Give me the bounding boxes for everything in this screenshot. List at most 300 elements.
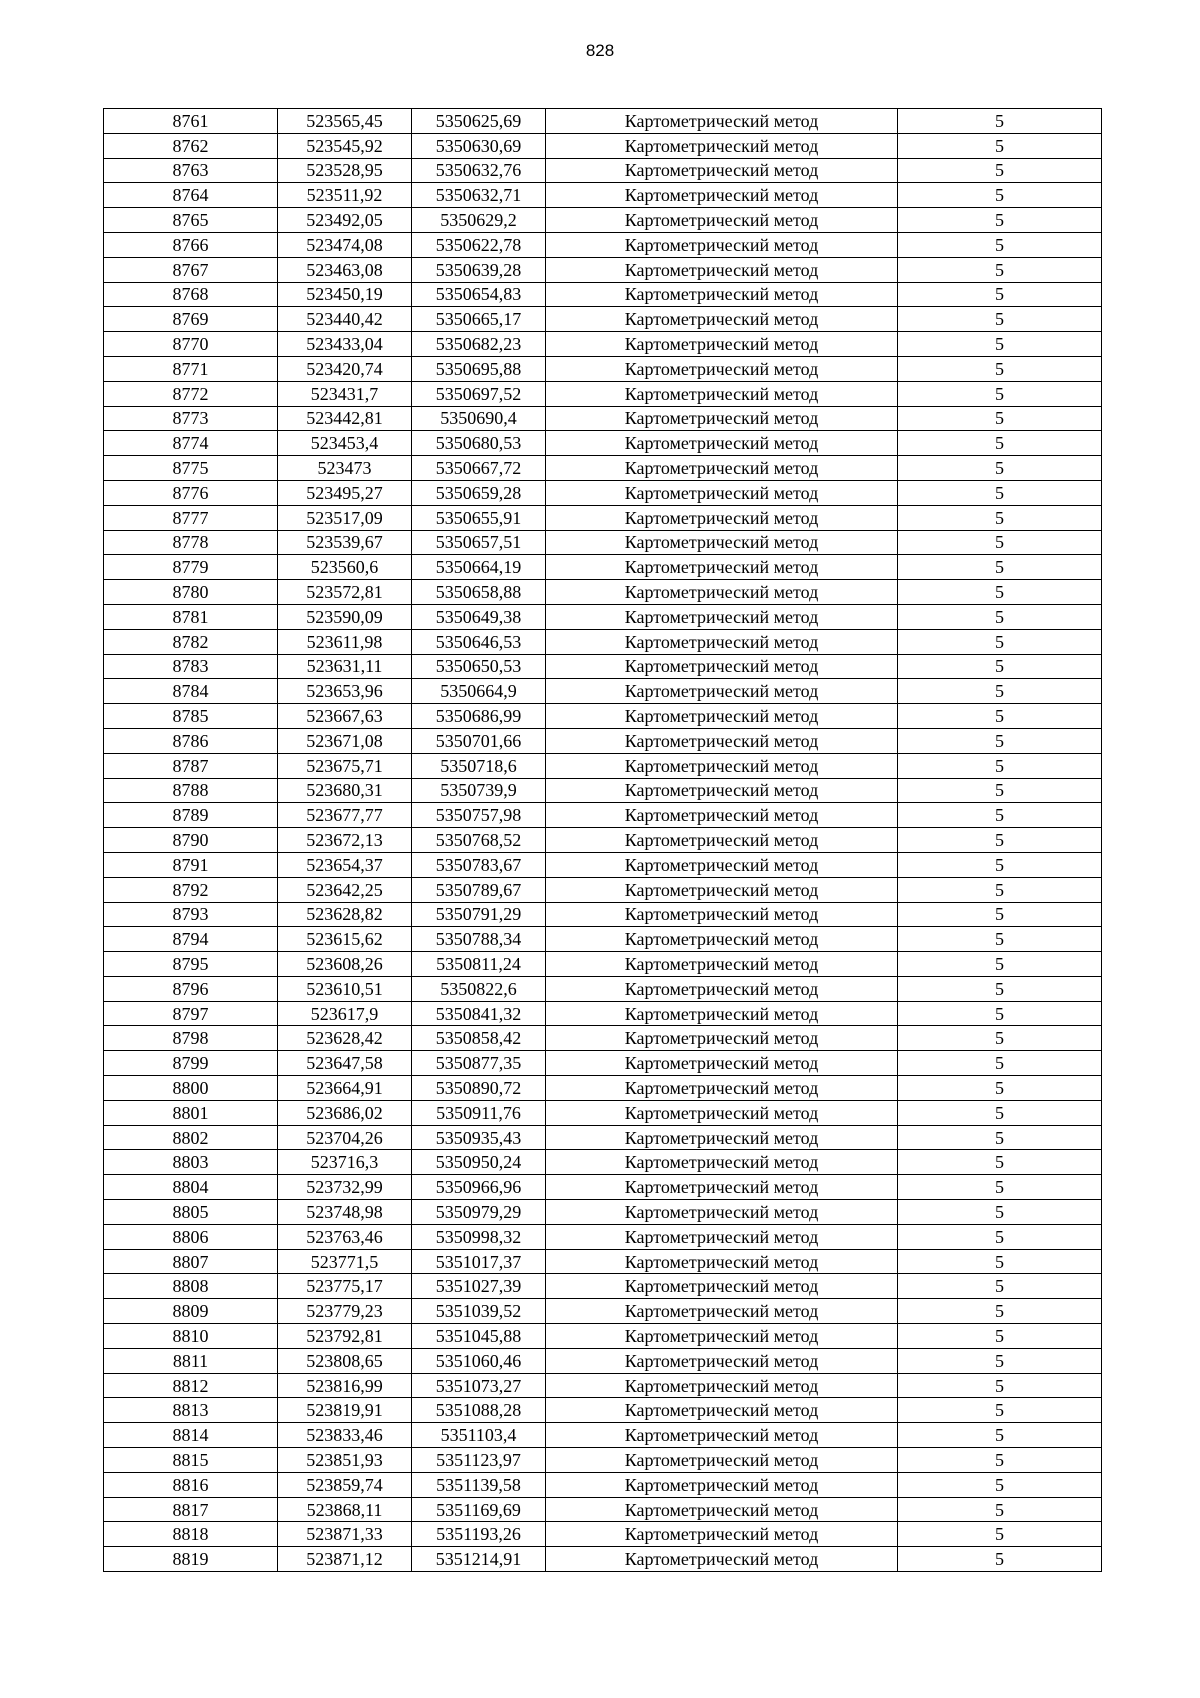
point-number-cell: 8818	[104, 1522, 278, 1547]
accuracy-cell: 5	[898, 456, 1102, 481]
point-number-cell: 8787	[104, 753, 278, 778]
method-cell: Картометрический метод	[546, 356, 898, 381]
y-coordinate-cell: 5350701,66	[412, 728, 546, 753]
point-number-cell: 8795	[104, 952, 278, 977]
x-coordinate-cell: 523572,81	[278, 580, 412, 605]
method-cell: Картометрический метод	[546, 431, 898, 456]
y-coordinate-cell: 5350639,28	[412, 257, 546, 282]
method-cell: Картометрический метод	[546, 629, 898, 654]
table-row	[104, 208, 1102, 233]
point-number-cell: 8770	[104, 332, 278, 357]
x-coordinate-cell: 523851,93	[278, 1448, 412, 1473]
x-coordinate-cell: 523463,08	[278, 257, 412, 282]
x-coordinate-cell: 523511,92	[278, 183, 412, 208]
point-number-cell: 8819	[104, 1547, 278, 1572]
point-number-cell: 8780	[104, 580, 278, 605]
y-coordinate-cell: 5350665,17	[412, 307, 546, 332]
x-coordinate-cell: 523545,92	[278, 133, 412, 158]
x-coordinate-cell: 523775,17	[278, 1274, 412, 1299]
x-coordinate-cell: 523590,09	[278, 604, 412, 629]
y-coordinate-cell: 5351214,91	[412, 1547, 546, 1572]
accuracy-cell: 5	[898, 753, 1102, 778]
x-coordinate-cell: 523642,25	[278, 877, 412, 902]
y-coordinate-cell: 5350664,19	[412, 555, 546, 580]
method-cell: Картометрический метод	[546, 1522, 898, 1547]
y-coordinate-cell: 5350739,9	[412, 778, 546, 803]
table-row	[104, 1076, 1102, 1101]
accuracy-cell: 5	[898, 1274, 1102, 1299]
method-cell: Картометрический метод	[546, 1125, 898, 1150]
accuracy-cell: 5	[898, 356, 1102, 381]
point-number-cell: 8786	[104, 728, 278, 753]
point-number-cell: 8794	[104, 927, 278, 952]
accuracy-cell: 5	[898, 1224, 1102, 1249]
x-coordinate-cell: 523771,5	[278, 1249, 412, 1274]
point-number-cell: 8775	[104, 456, 278, 481]
y-coordinate-cell: 5350686,99	[412, 704, 546, 729]
x-coordinate-cell: 523677,77	[278, 803, 412, 828]
y-coordinate-cell: 5350858,42	[412, 1026, 546, 1051]
method-cell: Картометрический метод	[546, 753, 898, 778]
x-coordinate-cell: 523748,98	[278, 1200, 412, 1225]
table-row	[104, 1125, 1102, 1150]
y-coordinate-cell: 5351169,69	[412, 1497, 546, 1522]
x-coordinate-cell: 523440,42	[278, 307, 412, 332]
point-number-cell: 8809	[104, 1299, 278, 1324]
accuracy-cell: 5	[898, 580, 1102, 605]
accuracy-cell: 5	[898, 728, 1102, 753]
table-row	[104, 1224, 1102, 1249]
x-coordinate-cell: 523495,27	[278, 480, 412, 505]
y-coordinate-cell: 5350935,43	[412, 1125, 546, 1150]
x-coordinate-cell: 523433,04	[278, 332, 412, 357]
x-coordinate-cell: 523653,96	[278, 679, 412, 704]
accuracy-cell: 5	[898, 778, 1102, 803]
table-row	[104, 580, 1102, 605]
x-coordinate-cell: 523716,3	[278, 1150, 412, 1175]
table-row	[104, 753, 1102, 778]
table-row	[104, 1274, 1102, 1299]
method-cell: Картометрический метод	[546, 158, 898, 183]
method-cell: Картометрический метод	[546, 728, 898, 753]
table-row	[104, 1547, 1102, 1572]
accuracy-cell: 5	[898, 852, 1102, 877]
y-coordinate-cell: 5350695,88	[412, 356, 546, 381]
table-row	[104, 480, 1102, 505]
table-row	[104, 728, 1102, 753]
accuracy-cell: 5	[898, 183, 1102, 208]
x-coordinate-cell: 523686,02	[278, 1100, 412, 1125]
y-coordinate-cell: 5351039,52	[412, 1299, 546, 1324]
table-row	[104, 183, 1102, 208]
table-row	[104, 803, 1102, 828]
y-coordinate-cell: 5350966,96	[412, 1175, 546, 1200]
method-cell: Картометрический метод	[546, 1398, 898, 1423]
table-row	[104, 1150, 1102, 1175]
x-coordinate-cell: 523792,81	[278, 1324, 412, 1349]
coordinates-table	[103, 108, 1102, 1572]
point-number-cell: 8764	[104, 183, 278, 208]
y-coordinate-cell: 5350664,9	[412, 679, 546, 704]
point-number-cell: 8797	[104, 1001, 278, 1026]
x-coordinate-cell: 523450,19	[278, 282, 412, 307]
accuracy-cell: 5	[898, 133, 1102, 158]
y-coordinate-cell: 5350625,69	[412, 109, 546, 134]
accuracy-cell: 5	[898, 505, 1102, 530]
table-row	[104, 1373, 1102, 1398]
accuracy-cell: 5	[898, 1100, 1102, 1125]
method-cell: Картометрический метод	[546, 208, 898, 233]
y-coordinate-cell: 5350632,71	[412, 183, 546, 208]
x-coordinate-cell: 523539,67	[278, 530, 412, 555]
point-number-cell: 8806	[104, 1224, 278, 1249]
accuracy-cell: 5	[898, 1249, 1102, 1274]
point-number-cell: 8773	[104, 406, 278, 431]
x-coordinate-cell: 523420,74	[278, 356, 412, 381]
x-coordinate-cell: 523628,42	[278, 1026, 412, 1051]
x-coordinate-cell: 523671,08	[278, 728, 412, 753]
point-number-cell: 8772	[104, 381, 278, 406]
point-number-cell: 8767	[104, 257, 278, 282]
point-number-cell: 8788	[104, 778, 278, 803]
y-coordinate-cell: 5351193,26	[412, 1522, 546, 1547]
y-coordinate-cell: 5350822,6	[412, 976, 546, 1001]
table-row	[104, 332, 1102, 357]
table-row	[104, 604, 1102, 629]
y-coordinate-cell: 5350811,24	[412, 952, 546, 977]
table-row	[104, 257, 1102, 282]
point-number-cell: 8801	[104, 1100, 278, 1125]
x-coordinate-cell: 523654,37	[278, 852, 412, 877]
method-cell: Картометрический метод	[546, 1324, 898, 1349]
x-coordinate-cell: 523868,11	[278, 1497, 412, 1522]
table-row	[104, 1324, 1102, 1349]
y-coordinate-cell: 5351017,37	[412, 1249, 546, 1274]
method-cell: Картометрический метод	[546, 1001, 898, 1026]
method-cell: Картометрический метод	[546, 332, 898, 357]
table-row	[104, 952, 1102, 977]
table-row	[104, 1249, 1102, 1274]
x-coordinate-cell: 523871,33	[278, 1522, 412, 1547]
point-number-cell: 8789	[104, 803, 278, 828]
point-number-cell: 8802	[104, 1125, 278, 1150]
method-cell: Картометрический метод	[546, 1547, 898, 1572]
accuracy-cell: 5	[898, 604, 1102, 629]
x-coordinate-cell: 523528,95	[278, 158, 412, 183]
y-coordinate-cell: 5350841,32	[412, 1001, 546, 1026]
accuracy-cell: 5	[898, 1324, 1102, 1349]
y-coordinate-cell: 5350682,23	[412, 332, 546, 357]
accuracy-cell: 5	[898, 1200, 1102, 1225]
y-coordinate-cell: 5350632,76	[412, 158, 546, 183]
y-coordinate-cell: 5350950,24	[412, 1150, 546, 1175]
table-row	[104, 1348, 1102, 1373]
table-row	[104, 629, 1102, 654]
point-number-cell: 8791	[104, 852, 278, 877]
x-coordinate-cell: 523647,58	[278, 1051, 412, 1076]
x-coordinate-cell: 523808,65	[278, 1348, 412, 1373]
accuracy-cell: 5	[898, 431, 1102, 456]
point-number-cell: 8808	[104, 1274, 278, 1299]
point-number-cell: 8765	[104, 208, 278, 233]
y-coordinate-cell: 5350877,35	[412, 1051, 546, 1076]
y-coordinate-cell: 5350789,67	[412, 877, 546, 902]
table-row	[104, 530, 1102, 555]
point-number-cell: 8783	[104, 654, 278, 679]
x-coordinate-cell: 523680,31	[278, 778, 412, 803]
accuracy-cell: 5	[898, 1497, 1102, 1522]
table-row	[104, 307, 1102, 332]
accuracy-cell: 5	[898, 952, 1102, 977]
table-row	[104, 1522, 1102, 1547]
table-row	[104, 282, 1102, 307]
accuracy-cell: 5	[898, 1175, 1102, 1200]
x-coordinate-cell: 523565,45	[278, 109, 412, 134]
point-number-cell: 8782	[104, 629, 278, 654]
table-row	[104, 1423, 1102, 1448]
point-number-cell: 8815	[104, 1448, 278, 1473]
method-cell: Картометрический метод	[546, 778, 898, 803]
accuracy-cell: 5	[898, 629, 1102, 654]
x-coordinate-cell: 523871,12	[278, 1547, 412, 1572]
table-row	[104, 1448, 1102, 1473]
point-number-cell: 8811	[104, 1348, 278, 1373]
y-coordinate-cell: 5350630,69	[412, 133, 546, 158]
point-number-cell: 8798	[104, 1026, 278, 1051]
method-cell: Картометрический метод	[546, 1175, 898, 1200]
point-number-cell: 8816	[104, 1472, 278, 1497]
accuracy-cell: 5	[898, 480, 1102, 505]
point-number-cell: 8790	[104, 828, 278, 853]
table-row	[104, 1001, 1102, 1026]
method-cell: Картометрический метод	[546, 1076, 898, 1101]
point-number-cell: 8777	[104, 505, 278, 530]
point-number-cell: 8792	[104, 877, 278, 902]
accuracy-cell: 5	[898, 976, 1102, 1001]
page-number: 828	[585, 41, 615, 60]
method-cell: Картометрический метод	[546, 1472, 898, 1497]
table-row	[104, 828, 1102, 853]
accuracy-cell: 5	[898, 927, 1102, 952]
accuracy-cell: 5	[898, 1398, 1102, 1423]
accuracy-cell: 5	[898, 208, 1102, 233]
point-number-cell: 8769	[104, 307, 278, 332]
y-coordinate-cell: 5350667,72	[412, 456, 546, 481]
point-number-cell: 8793	[104, 902, 278, 927]
y-coordinate-cell: 5350690,4	[412, 406, 546, 431]
table-row	[104, 356, 1102, 381]
y-coordinate-cell: 5350791,29	[412, 902, 546, 927]
x-coordinate-cell: 523672,13	[278, 828, 412, 853]
table-row	[104, 902, 1102, 927]
method-cell: Картометрический метод	[546, 1373, 898, 1398]
accuracy-cell: 5	[898, 1150, 1102, 1175]
accuracy-cell: 5	[898, 1026, 1102, 1051]
y-coordinate-cell: 5350979,29	[412, 1200, 546, 1225]
method-cell: Картометрический метод	[546, 852, 898, 877]
x-coordinate-cell: 523628,82	[278, 902, 412, 927]
table-row	[104, 232, 1102, 257]
x-coordinate-cell: 523615,62	[278, 927, 412, 952]
method-cell: Картометрический метод	[546, 654, 898, 679]
y-coordinate-cell: 5350646,53	[412, 629, 546, 654]
method-cell: Картометрический метод	[546, 505, 898, 530]
method-cell: Картометрический метод	[546, 976, 898, 1001]
point-number-cell: 8813	[104, 1398, 278, 1423]
method-cell: Картометрический метод	[546, 877, 898, 902]
point-number-cell: 8779	[104, 555, 278, 580]
accuracy-cell: 5	[898, 381, 1102, 406]
table-row	[104, 927, 1102, 952]
point-number-cell: 8774	[104, 431, 278, 456]
method-cell: Картометрический метод	[546, 1224, 898, 1249]
x-coordinate-cell: 523560,6	[278, 555, 412, 580]
x-coordinate-cell: 523704,26	[278, 1125, 412, 1150]
y-coordinate-cell: 5351027,39	[412, 1274, 546, 1299]
accuracy-cell: 5	[898, 1547, 1102, 1572]
method-cell: Картометрический метод	[546, 1497, 898, 1522]
table-row	[104, 976, 1102, 1001]
y-coordinate-cell: 5350629,2	[412, 208, 546, 233]
accuracy-cell: 5	[898, 1373, 1102, 1398]
x-coordinate-cell: 523431,7	[278, 381, 412, 406]
accuracy-cell: 5	[898, 307, 1102, 332]
method-cell: Картометрический метод	[546, 679, 898, 704]
table-row	[104, 1472, 1102, 1497]
accuracy-cell: 5	[898, 232, 1102, 257]
x-coordinate-cell: 523442,81	[278, 406, 412, 431]
accuracy-cell: 5	[898, 1001, 1102, 1026]
point-number-cell: 8784	[104, 679, 278, 704]
method-cell: Картометрический метод	[546, 480, 898, 505]
table-row	[104, 1175, 1102, 1200]
method-cell: Картометрический метод	[546, 133, 898, 158]
table-row	[104, 406, 1102, 431]
accuracy-cell: 5	[898, 530, 1102, 555]
x-coordinate-cell: 523473	[278, 456, 412, 481]
method-cell: Картометрический метод	[546, 282, 898, 307]
accuracy-cell: 5	[898, 1472, 1102, 1497]
x-coordinate-cell: 523833,46	[278, 1423, 412, 1448]
point-number-cell: 8761	[104, 109, 278, 134]
accuracy-cell: 5	[898, 654, 1102, 679]
accuracy-cell: 5	[898, 282, 1102, 307]
table-row	[104, 431, 1102, 456]
accuracy-cell: 5	[898, 1051, 1102, 1076]
point-number-cell: 8804	[104, 1175, 278, 1200]
accuracy-cell: 5	[898, 158, 1102, 183]
table-row	[104, 1100, 1102, 1125]
y-coordinate-cell: 5351088,28	[412, 1398, 546, 1423]
point-number-cell: 8810	[104, 1324, 278, 1349]
table-row	[104, 704, 1102, 729]
accuracy-cell: 5	[898, 679, 1102, 704]
table-row	[104, 1398, 1102, 1423]
point-number-cell: 8814	[104, 1423, 278, 1448]
method-cell: Картометрический метод	[546, 1150, 898, 1175]
accuracy-cell: 5	[898, 1076, 1102, 1101]
method-cell: Картометрический метод	[546, 1423, 898, 1448]
point-number-cell: 8807	[104, 1249, 278, 1274]
y-coordinate-cell: 5351103,4	[412, 1423, 546, 1448]
x-coordinate-cell: 523664,91	[278, 1076, 412, 1101]
x-coordinate-cell: 523608,26	[278, 952, 412, 977]
y-coordinate-cell: 5351045,88	[412, 1324, 546, 1349]
point-number-cell: 8812	[104, 1373, 278, 1398]
point-number-cell: 8776	[104, 480, 278, 505]
table-row	[104, 877, 1102, 902]
x-coordinate-cell: 523732,99	[278, 1175, 412, 1200]
point-number-cell: 8766	[104, 232, 278, 257]
table-row	[104, 1200, 1102, 1225]
x-coordinate-cell: 523617,9	[278, 1001, 412, 1026]
point-number-cell: 8817	[104, 1497, 278, 1522]
y-coordinate-cell: 5350757,98	[412, 803, 546, 828]
accuracy-cell: 5	[898, 109, 1102, 134]
point-number-cell: 8803	[104, 1150, 278, 1175]
table-row	[104, 555, 1102, 580]
method-cell: Картометрический метод	[546, 952, 898, 977]
x-coordinate-cell: 523859,74	[278, 1472, 412, 1497]
table-row	[104, 505, 1102, 530]
table-row	[104, 109, 1102, 134]
x-coordinate-cell: 523763,46	[278, 1224, 412, 1249]
y-coordinate-cell: 5351060,46	[412, 1348, 546, 1373]
y-coordinate-cell: 5350655,91	[412, 505, 546, 530]
y-coordinate-cell: 5350659,28	[412, 480, 546, 505]
accuracy-cell: 5	[898, 1522, 1102, 1547]
point-number-cell: 8800	[104, 1076, 278, 1101]
accuracy-cell: 5	[898, 332, 1102, 357]
y-coordinate-cell: 5350680,53	[412, 431, 546, 456]
method-cell: Картометрический метод	[546, 307, 898, 332]
method-cell: Картометрический метод	[546, 1026, 898, 1051]
x-coordinate-cell: 523675,71	[278, 753, 412, 778]
x-coordinate-cell: 523610,51	[278, 976, 412, 1001]
table-row	[104, 1497, 1102, 1522]
accuracy-cell: 5	[898, 555, 1102, 580]
y-coordinate-cell: 5350890,72	[412, 1076, 546, 1101]
method-cell: Картометрический метод	[546, 927, 898, 952]
point-number-cell: 8771	[104, 356, 278, 381]
y-coordinate-cell: 5350783,67	[412, 852, 546, 877]
accuracy-cell: 5	[898, 1448, 1102, 1473]
method-cell: Картометрический метод	[546, 555, 898, 580]
method-cell: Картометрический метод	[546, 530, 898, 555]
accuracy-cell: 5	[898, 704, 1102, 729]
method-cell: Картометрический метод	[546, 1348, 898, 1373]
y-coordinate-cell: 5350911,76	[412, 1100, 546, 1125]
accuracy-cell: 5	[898, 1299, 1102, 1324]
method-cell: Картометрический метод	[546, 1249, 898, 1274]
y-coordinate-cell: 5350657,51	[412, 530, 546, 555]
table-row	[104, 158, 1102, 183]
accuracy-cell: 5	[898, 1348, 1102, 1373]
table-row	[104, 654, 1102, 679]
method-cell: Картометрический метод	[546, 183, 898, 208]
y-coordinate-cell: 5350788,34	[412, 927, 546, 952]
y-coordinate-cell: 5351139,58	[412, 1472, 546, 1497]
table-row	[104, 1026, 1102, 1051]
method-cell: Картометрический метод	[546, 902, 898, 927]
method-cell: Картометрический метод	[546, 1448, 898, 1473]
y-coordinate-cell: 5350697,52	[412, 381, 546, 406]
table-row	[104, 133, 1102, 158]
y-coordinate-cell: 5350649,38	[412, 604, 546, 629]
point-number-cell: 8781	[104, 604, 278, 629]
method-cell: Картометрический метод	[546, 1274, 898, 1299]
y-coordinate-cell: 5350622,78	[412, 232, 546, 257]
